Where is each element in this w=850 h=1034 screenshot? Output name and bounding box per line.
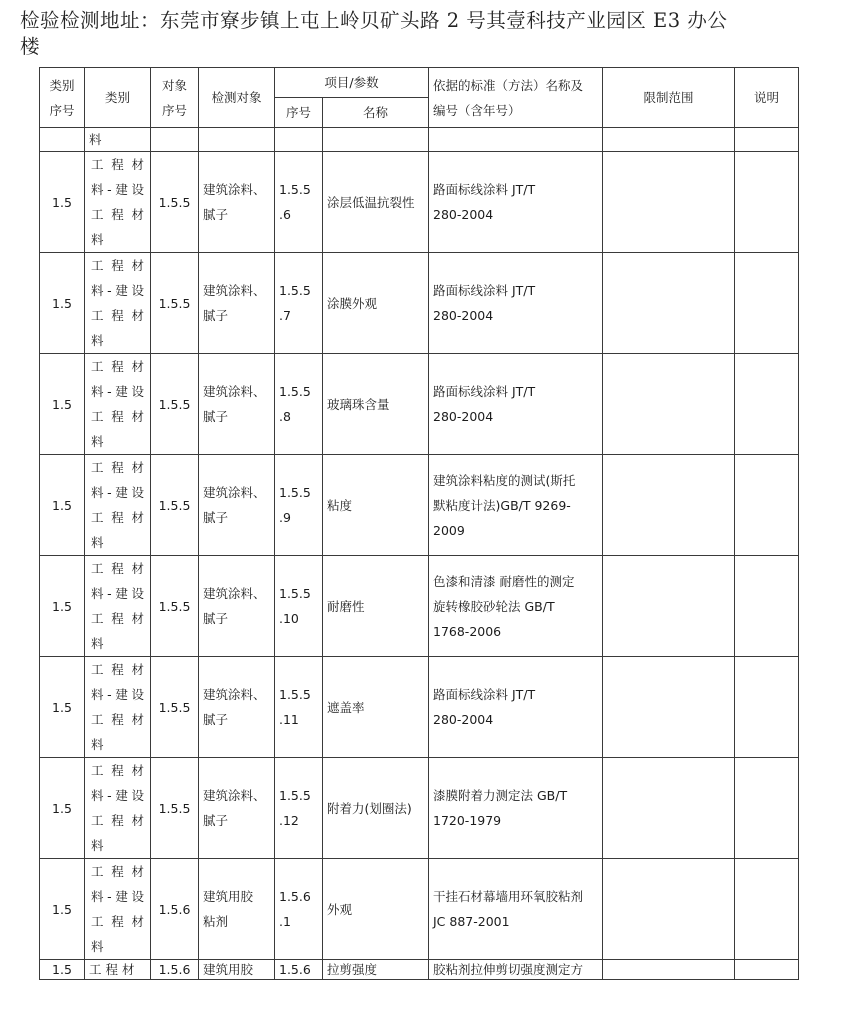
header-cat-seq-line1: 类别 (49, 77, 75, 93)
category-line: 工 程 材 (91, 409, 144, 424)
cell-item-name: 涂膜外观 (323, 253, 429, 354)
cell-item-seq (275, 354, 323, 455)
cell-object (199, 455, 275, 556)
cell-standard (429, 657, 603, 758)
category-line: 料 (91, 535, 104, 550)
cell-category (85, 556, 151, 657)
cell-item-seq (275, 657, 323, 758)
category-line: 工 程 材 (91, 207, 144, 222)
object-line: 建筑涂料、 (203, 182, 266, 197)
cell-standard (429, 128, 603, 152)
cell-item-name: 拉剪强度 (323, 960, 429, 980)
cell-limit (603, 455, 735, 556)
cell-obj-seq: 1.5.5 (151, 152, 199, 253)
object-line: 腻子 (203, 308, 229, 323)
cell-standard (429, 556, 603, 657)
table-row (40, 152, 799, 253)
cell-category (85, 859, 151, 960)
cell-note (735, 657, 799, 758)
cell-obj-seq: 1.5.6 (151, 859, 199, 960)
table-row-partial (40, 960, 799, 980)
header-item-seq: 序号 (275, 98, 323, 128)
cell-note (735, 758, 799, 859)
cell-object (199, 758, 275, 859)
cell-item-seq (275, 152, 323, 253)
cell-item-name: 遮盖率 (323, 657, 429, 758)
category-line: 工 程 材 (91, 510, 144, 525)
item-seq-line: 1.5.5 (279, 687, 311, 702)
cell-limit (603, 657, 735, 758)
cell-obj-seq: 1.5.5 (151, 455, 199, 556)
table-row (40, 455, 799, 556)
cell-item-seq (275, 128, 323, 152)
category-line: 料-建设 (91, 889, 144, 904)
standard-line: 280-2004 (433, 308, 494, 323)
cell-cat-seq: 1.5 (40, 455, 85, 556)
cell-limit (603, 354, 735, 455)
category-line: 料 (91, 232, 104, 247)
cell-standard (429, 455, 603, 556)
cell-cat-seq: 1.5 (40, 354, 85, 455)
cell-item-name (323, 128, 429, 152)
cell-category (85, 354, 151, 455)
standard-line: 漆膜附着力测定法 GB/T (433, 788, 568, 803)
cell-item-seq: 1.5.6 (275, 960, 323, 980)
item-seq-line: .10 (279, 611, 299, 626)
cell-category: 工 程 材 (85, 960, 151, 980)
address-line-1: 检验检测地址：东莞市寮步镇上屯上岭贝矿头路 2 号其壹科技产业园区 E3 办公 (20, 9, 728, 32)
category-line: 料-建设 (91, 788, 144, 803)
cell-object (199, 859, 275, 960)
item-seq-line: 1.5.5 (279, 485, 311, 500)
cell-item-seq (275, 556, 323, 657)
header-object: 检测对象 (199, 68, 275, 128)
header-cat-seq-line2: 序号 (49, 102, 75, 118)
standard-line: 默粘度计法)GB/T 9269-2009 (433, 497, 571, 538)
item-seq-line: .6 (279, 207, 291, 222)
cell-object (199, 354, 275, 455)
cell-item-seq (275, 253, 323, 354)
cell-note (735, 960, 799, 980)
header-obj-seq-line1: 对象 (161, 77, 187, 93)
object-line: 建筑涂料、 (203, 384, 266, 399)
category-line: 工 程 材 (91, 460, 144, 475)
table-row (40, 758, 799, 859)
cell-note (735, 152, 799, 253)
cell-obj-seq: 1.5.5 (151, 354, 199, 455)
cell-item-name: 附着力(划圈法) (323, 758, 429, 859)
cell-standard (429, 152, 603, 253)
cell-cat-seq: 1.5 (40, 657, 85, 758)
header-note: 说明 (735, 68, 799, 128)
cell-limit (603, 960, 735, 980)
cell-object (199, 657, 275, 758)
category-line: 料 (91, 939, 104, 954)
header-standard-line1: 依据的标准（方法）名称及 (433, 77, 584, 93)
category-line: 工 程 材 (91, 864, 144, 879)
cell-cat-seq: 1.5 (40, 758, 85, 859)
address-line-2: 楼 (20, 35, 41, 58)
cell-category: 料 (85, 128, 151, 152)
header-obj-seq-line2: 序号 (161, 102, 187, 118)
cell-limit (603, 128, 735, 152)
item-seq-line: 1.5.5 (279, 788, 311, 803)
cell-obj-seq: 1.5.5 (151, 758, 199, 859)
object-line: 建筑涂料、 (203, 586, 266, 601)
standard-line: 路面标线涂料 JT/T (433, 283, 536, 298)
cell-note (735, 354, 799, 455)
cell-cat-seq: 1.5 (40, 253, 85, 354)
category-line: 料 (91, 333, 104, 348)
header-standard-line2: 编号（含年号） (433, 102, 521, 118)
cell-item-seq (275, 859, 323, 960)
table-row (40, 354, 799, 455)
object-line: 腻子 (203, 712, 229, 727)
standard-line: 干挂石材幕墙用环氧胶粘剂 (433, 889, 584, 904)
category-line: 工 程 材 (91, 712, 144, 727)
standard-line: JC 887-2001 (433, 914, 510, 929)
item-seq-line: 1.5.5 (279, 182, 311, 197)
object-line: 建筑涂料、 (203, 485, 266, 500)
header-item-param: 项目/参数 (275, 68, 429, 98)
category-line: 料-建设 (91, 485, 144, 500)
cell-note (735, 556, 799, 657)
cell-obj-seq: 1.5.5 (151, 657, 199, 758)
table-row (40, 657, 799, 758)
category-line: 工 程 材 (91, 157, 144, 172)
cell-category (85, 455, 151, 556)
object-line: 腻子 (203, 409, 229, 424)
header-standard (429, 68, 603, 128)
cell-cat-seq: 1.5 (40, 152, 85, 253)
item-seq-line: 1.5.5 (279, 283, 311, 298)
category-line: 料-建设 (91, 586, 144, 601)
cell-item-name: 涂层低温抗裂性 (323, 152, 429, 253)
cell-item-name: 外观 (323, 859, 429, 960)
cell-item-name: 耐磨性 (323, 556, 429, 657)
cell-object (199, 556, 275, 657)
standard-line: 色漆和清漆 耐磨性的测定 (433, 573, 575, 589)
cell-obj-seq (151, 128, 199, 152)
cell-category (85, 657, 151, 758)
cell-standard: 胶粘剂拉伸剪切强度测定方 (429, 960, 603, 980)
cell-limit (603, 152, 735, 253)
standard-line: 路面标线涂料 JT/T (433, 384, 536, 399)
object-line: 建筑涂料、 (203, 788, 266, 803)
standard-line: 280-2004 (433, 712, 494, 727)
header-cat-seq (40, 68, 85, 128)
object-line: 腻子 (203, 611, 229, 626)
table-header (40, 68, 799, 128)
category-line: 工 程 材 (91, 359, 144, 374)
cell-category (85, 253, 151, 354)
header-obj-seq (151, 68, 199, 128)
standard-line: 1768-2006 (433, 623, 502, 639)
category-line: 工 程 材 (91, 611, 144, 626)
standard-line: 1720-1979 (433, 813, 502, 828)
category-line: 工 程 材 (91, 258, 144, 273)
category-line: 工 程 材 (91, 662, 144, 677)
cell-object (199, 253, 275, 354)
header-category: 类别 (85, 68, 151, 128)
category-line: 工 程 材 (91, 914, 144, 929)
category-line: 料 (91, 636, 104, 651)
standard-line: 280-2004 (433, 207, 494, 222)
cell-obj-seq: 1.5.5 (151, 556, 199, 657)
header-item-name: 名称 (323, 98, 429, 128)
category-line: 料-建设 (91, 182, 144, 197)
standard-line: 路面标线涂料 JT/T (433, 687, 536, 702)
cell-cat-seq: 1.5 (40, 859, 85, 960)
cell-cat-seq (40, 128, 85, 152)
document-header (20, 8, 820, 60)
item-seq-line: 1.5.6 (279, 889, 311, 904)
cell-category (85, 758, 151, 859)
category-line: 料 (91, 737, 104, 752)
cell-note (735, 128, 799, 152)
header-limit: 限制范围 (603, 68, 735, 128)
category-line: 工 程 材 (91, 813, 144, 828)
table-body (40, 128, 799, 980)
standard-line: 建筑涂料粘度的测试(斯托 (433, 472, 576, 488)
cell-item-name: 玻璃珠含量 (323, 354, 429, 455)
item-seq-line: .11 (279, 712, 299, 727)
cell-limit (603, 758, 735, 859)
category-line: 工 程 材 (91, 763, 144, 778)
cell-item-seq (275, 455, 323, 556)
item-seq-line: 1.5.5 (279, 586, 311, 601)
cell-object: 建筑用胶 (199, 960, 275, 980)
category-line: 料 (91, 838, 104, 853)
category-line: 料 (91, 434, 104, 449)
category-line: 工 程 材 (91, 561, 144, 576)
standard-line: 280-2004 (433, 409, 494, 424)
object-line: 腻子 (203, 510, 229, 525)
cell-category (85, 152, 151, 253)
category-line: 料-建设 (91, 283, 144, 298)
object-line: 建筑涂料、 (203, 283, 266, 298)
cell-item-name: 粘度 (323, 455, 429, 556)
cell-object (199, 128, 275, 152)
item-seq-line: .8 (279, 409, 291, 424)
cell-cat-seq: 1.5 (40, 960, 85, 980)
continuation-row (40, 128, 799, 152)
object-line: 腻子 (203, 207, 229, 222)
cell-standard (429, 253, 603, 354)
cell-limit (603, 556, 735, 657)
cell-obj-seq: 1.5.5 (151, 253, 199, 354)
item-seq-line: .12 (279, 813, 299, 828)
table-row (40, 253, 799, 354)
item-seq-line: .1 (279, 914, 291, 929)
category-line: 料-建设 (91, 687, 144, 702)
cell-note (735, 859, 799, 960)
cell-note (735, 253, 799, 354)
cell-note (735, 455, 799, 556)
cell-standard (429, 758, 603, 859)
cell-limit (603, 859, 735, 960)
cell-object (199, 152, 275, 253)
object-line: 粘剂 (203, 914, 229, 929)
item-seq-line: .9 (279, 510, 291, 525)
standard-line: 旋转橡胶砂轮法 GB/T (433, 598, 555, 614)
table-row (40, 859, 799, 960)
inspection-scope-table (39, 67, 799, 980)
object-line: 腻子 (203, 813, 229, 828)
item-seq-line: .7 (279, 308, 291, 323)
category-line: 工 程 材 (91, 308, 144, 323)
cell-item-seq (275, 758, 323, 859)
object-line: 建筑用胶 (203, 889, 254, 904)
cell-limit (603, 253, 735, 354)
cell-standard (429, 859, 603, 960)
cell-cat-seq: 1.5 (40, 556, 85, 657)
cell-standard (429, 354, 603, 455)
category-line: 料-建设 (91, 384, 144, 399)
item-seq-line: 1.5.5 (279, 384, 311, 399)
object-line: 建筑涂料、 (203, 687, 266, 702)
cell-obj-seq: 1.5.6 (151, 960, 199, 980)
standard-line: 路面标线涂料 JT/T (433, 182, 536, 197)
table-row (40, 556, 799, 657)
